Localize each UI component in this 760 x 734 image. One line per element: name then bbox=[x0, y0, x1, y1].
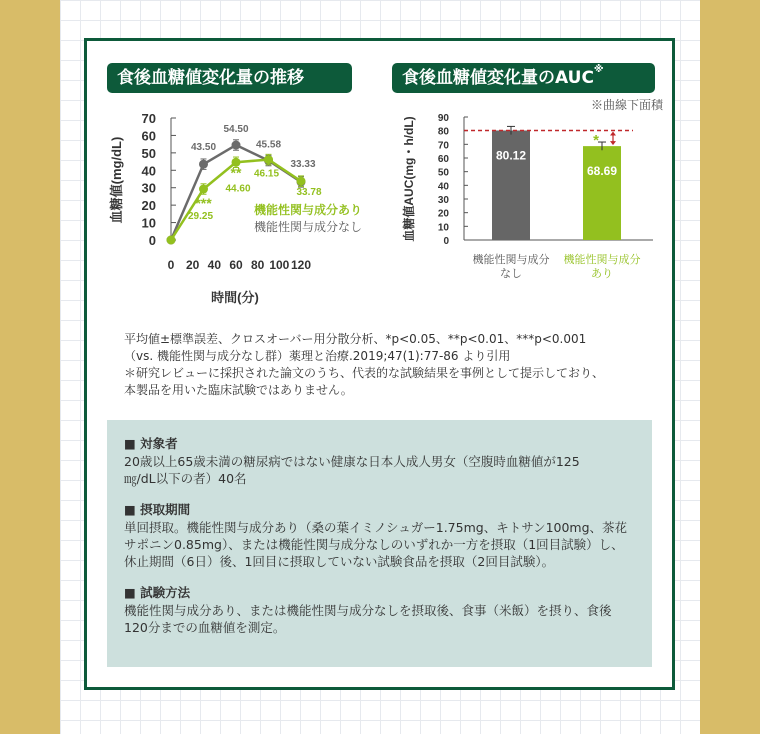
y-axis-title: 血糖値(mg/dL) bbox=[109, 136, 124, 224]
data-label: 33.78 bbox=[296, 187, 322, 199]
y-tick-label: 70 bbox=[437, 140, 449, 152]
y-tick-label: 60 bbox=[437, 154, 449, 165]
study-info-box bbox=[107, 420, 652, 667]
method-line: 120分までの血糖値を測定。 bbox=[124, 620, 286, 635]
bar-value-label: 68.69 bbox=[586, 164, 618, 179]
bar bbox=[583, 146, 621, 240]
subjects-line: 20歳以上65歳未満の糖尿病ではない健康な日本人成人男女（空腹時血糖値が125 bbox=[124, 454, 580, 469]
y-tick-label: 40 bbox=[141, 163, 156, 179]
y-tick-label: 60 bbox=[141, 128, 156, 144]
line-chart bbox=[100, 100, 400, 310]
data-label: 44.60 bbox=[225, 183, 251, 195]
period-line: サポニン0.85mg）、または機能性関与成分なしのいずれか一方を摂取（1回目試験）し、 bbox=[124, 537, 624, 552]
line-chart-title: 食後血糖値変化量の推移 bbox=[107, 63, 352, 93]
y-tick-label: 50 bbox=[141, 145, 156, 161]
y-tick-label: 20 bbox=[141, 198, 156, 214]
significance-mark: ** bbox=[230, 164, 242, 181]
chart-notes bbox=[124, 331, 664, 399]
significance-mark: *** bbox=[195, 195, 212, 212]
note-line-3: ＊研究レビューに採択された論文のうち、代表的な試験結果を事例として提示しており、 bbox=[124, 366, 605, 380]
data-point bbox=[297, 177, 306, 186]
y-tick-label: 10 bbox=[141, 215, 156, 231]
y-tick-label: 80 bbox=[437, 126, 449, 138]
x-tick-label: 100 bbox=[269, 258, 290, 272]
x-tick-label: 40 bbox=[207, 258, 222, 272]
period-section bbox=[124, 501, 636, 570]
bar-chart bbox=[395, 95, 665, 295]
data-label: 33.33 bbox=[290, 158, 316, 170]
legend-label: 機能性関与成分あり bbox=[254, 203, 363, 217]
x-tick-label: 0 bbox=[167, 258, 175, 272]
y-tick-label: 50 bbox=[437, 167, 449, 179]
category-label: あり bbox=[591, 268, 613, 280]
bar-chart-title bbox=[392, 63, 655, 93]
y-tick-label: 70 bbox=[141, 111, 156, 126]
x-tick-label: 120 bbox=[290, 258, 312, 272]
y-tick-label: 90 bbox=[437, 113, 449, 124]
category-label: 機能性関与成分 bbox=[563, 254, 641, 266]
data-point bbox=[199, 160, 208, 169]
period-line: 休止期間（6日）後、1回目に摂取していない試験食品を摂取（2回目試験）。 bbox=[124, 554, 555, 569]
category-label: 機能性関与成分 bbox=[472, 254, 550, 266]
category-label: なし bbox=[500, 268, 522, 280]
data-point bbox=[232, 141, 241, 150]
bar-value-label: 80.12 bbox=[495, 148, 527, 163]
subjects-line: ㎎/dL以下の者）40名 bbox=[124, 471, 247, 486]
method-line: 機能性関与成分あり、または機能性関与成分なしを摂取後、食事（米飯）を摂り、食後 bbox=[124, 603, 612, 618]
x-tick-label: 80 bbox=[250, 258, 265, 272]
auc-footnote: ※曲線下面積 bbox=[590, 98, 663, 112]
note-line-4: 本製品を用いた臨床試験ではありません。 bbox=[124, 383, 353, 397]
note-line-2: （vs. 機能性関与成分なし群）薬理と治療.2019;47(1):77-86 より引用 bbox=[124, 349, 511, 363]
arrow-head bbox=[610, 141, 616, 145]
bar-chart-title-text: 食後血糖値変化量のAUC bbox=[402, 68, 594, 88]
y-axis-title: 血糖値AUC(mg・h/dL) bbox=[402, 116, 416, 242]
subjects-heading: ■ 対象者 bbox=[124, 436, 178, 451]
significance-mark: * bbox=[593, 132, 599, 150]
y-tick-label: 0 bbox=[148, 233, 156, 248]
y-tick-label: 30 bbox=[437, 195, 449, 206]
y-tick-label: 40 bbox=[437, 181, 449, 193]
x-tick-label: 20 bbox=[185, 258, 200, 272]
period-line: 単回摂取。機能性関与成分あり（桑の葉イミノシュガー1.75mg、キトサン100mg、茶花 bbox=[124, 520, 628, 535]
y-tick-label: 10 bbox=[437, 222, 449, 234]
y-tick-label: 20 bbox=[437, 208, 449, 220]
legend-label: 機能性関与成分なし bbox=[254, 220, 363, 234]
data-point bbox=[264, 155, 273, 164]
data-label: 46.15 bbox=[253, 168, 280, 180]
data-label: 54.50 bbox=[223, 124, 249, 136]
data-point bbox=[199, 185, 208, 194]
arrow-head bbox=[610, 132, 616, 136]
data-point bbox=[167, 236, 176, 245]
note-line-1: 平均値±標準誤差、クロスオーバー用分散分析、*p<0.05、**p<0.01、***p<0.001 bbox=[124, 332, 587, 346]
data-label: 45.58 bbox=[255, 139, 282, 151]
y-tick-label: 30 bbox=[141, 180, 156, 196]
x-tick-label: 60 bbox=[229, 258, 243, 272]
period-heading: ■ 摂取期間 bbox=[124, 502, 191, 517]
y-tick-label: 0 bbox=[443, 236, 449, 247]
method-section bbox=[124, 584, 636, 636]
footnote-mark: ※ bbox=[593, 64, 604, 75]
subjects-section bbox=[124, 435, 636, 487]
data-label: 29.25 bbox=[187, 211, 214, 223]
x-axis-title: 時間(分) bbox=[211, 290, 259, 305]
method-heading: ■ 試験方法 bbox=[124, 585, 191, 600]
bar bbox=[492, 131, 530, 240]
data-label: 43.50 bbox=[190, 142, 217, 154]
